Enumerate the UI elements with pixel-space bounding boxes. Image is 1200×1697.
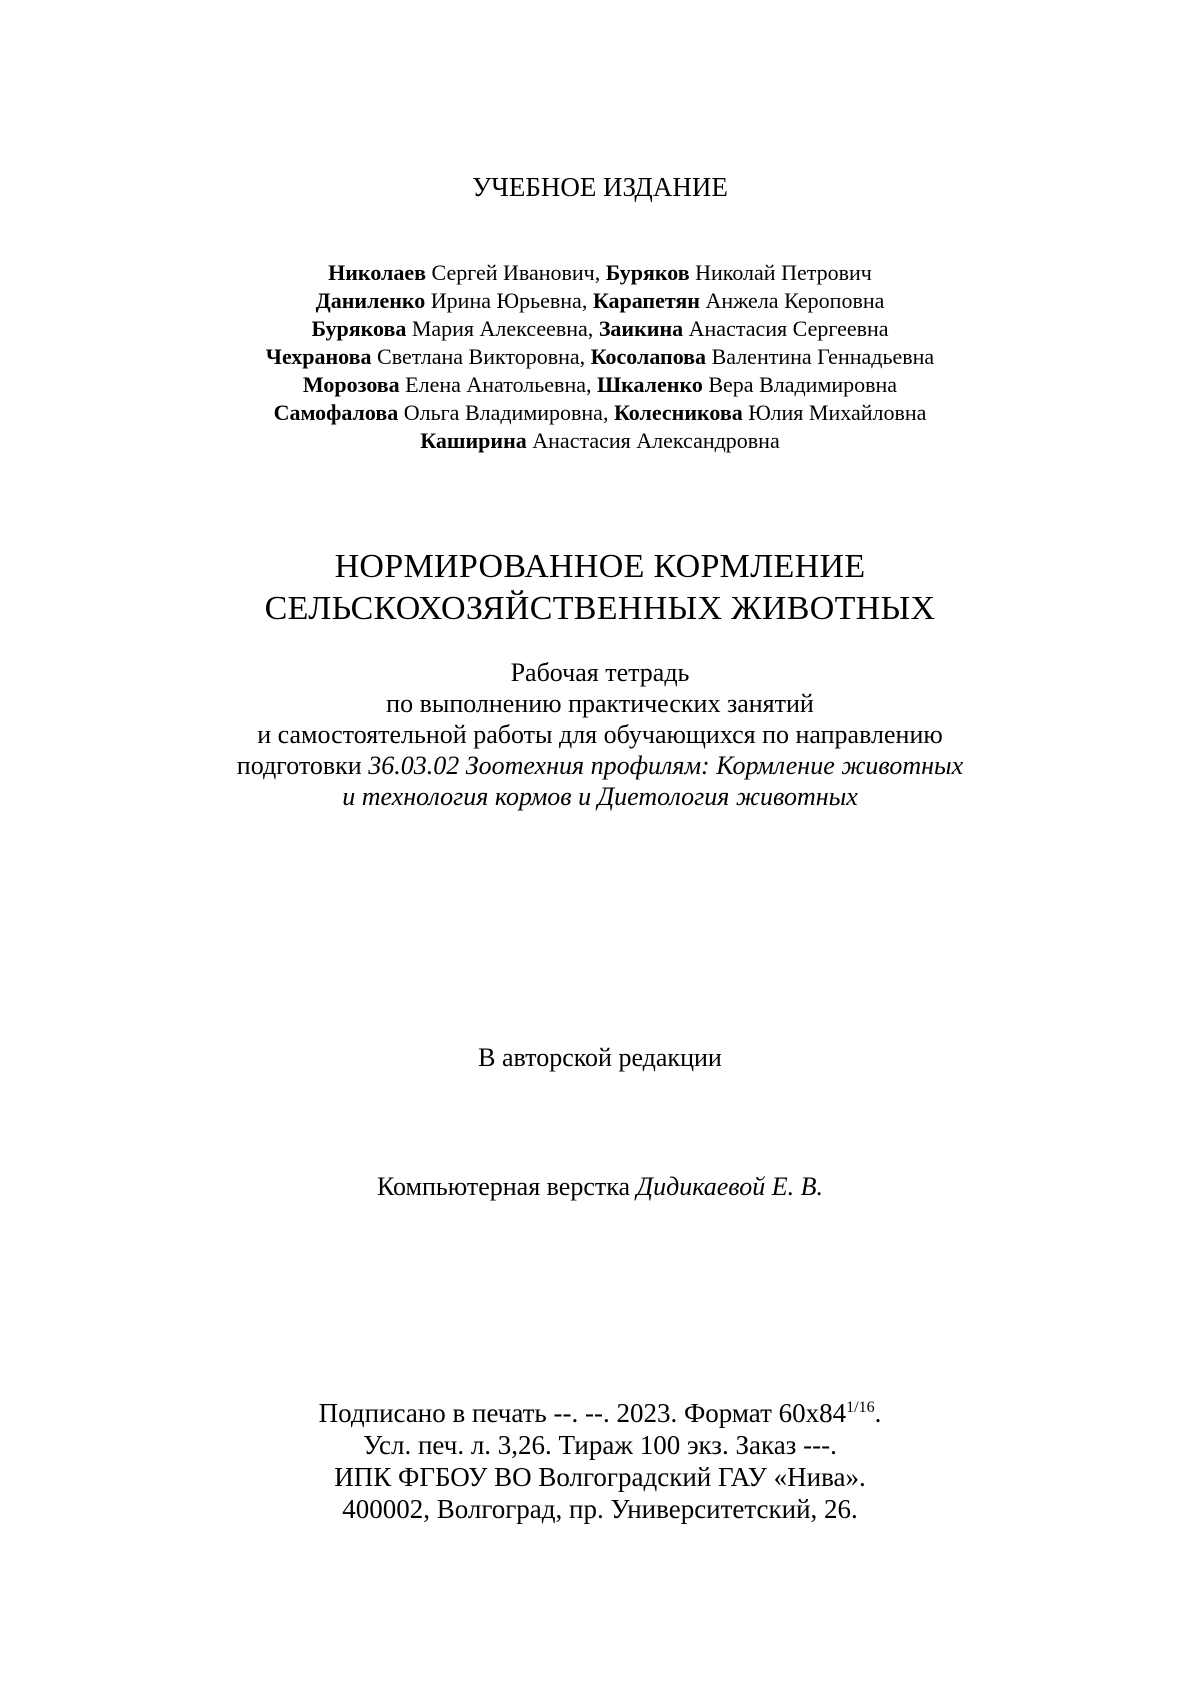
- imprint-line: [0, 1397, 1200, 1429]
- imprint-period: .: [874, 1398, 882, 1428]
- authors-line: [0, 287, 1200, 315]
- imprint-line: Усл. печ. л. 3,26. Тираж 100 экз. Заказ ---.: [363, 1430, 837, 1460]
- author-surname: Заикина: [598, 316, 684, 341]
- author-name: Анастасия Александровна: [526, 428, 780, 453]
- author-surname: Даниленко: [315, 288, 426, 313]
- author-surname: Морозова: [302, 372, 400, 397]
- author-name: Ольга Владимировна,: [398, 400, 614, 425]
- title-line: СЕЛЬСКОХОЗЯЙСТВЕННЫХ ЖИВОТНЫХ: [264, 590, 936, 627]
- author-surname: Карапетян: [592, 288, 700, 313]
- subtitle-line: Рабочая тетрадь: [510, 658, 690, 687]
- author-surname: Каширина: [420, 428, 527, 453]
- author-surname: Самофалова: [273, 400, 399, 425]
- author-surname: Николаев: [328, 260, 427, 285]
- format-fraction: 1/16: [846, 1399, 875, 1416]
- author-name: Анжела Кероповна: [699, 288, 885, 313]
- layout-credit-prefix: Компьютерная верстка: [377, 1172, 637, 1201]
- author-name: Елена Анатольевна,: [399, 372, 597, 397]
- specialty-text: и технология кормов и Диетология животных: [342, 782, 858, 811]
- layout-credit-name: Дидикаевой Е. В.: [636, 1172, 823, 1201]
- author-name: Светлана Викторовна,: [371, 344, 591, 369]
- author-name: Николай Петрович: [689, 260, 872, 285]
- layout-credit: [0, 1171, 1200, 1203]
- imprint: [0, 1397, 1200, 1525]
- author-name: Валентина Геннадьевна: [706, 344, 935, 369]
- subtitle-prefix: подготовки: [236, 751, 369, 780]
- author-name: Юлия Михайловна: [742, 400, 927, 425]
- specialty-text: 36.03.02 Зоотехния профилям: Кормление животных: [368, 751, 964, 780]
- imprint-print-info: Подписано в печать --. --. 2023. Формат 60x84: [318, 1398, 847, 1428]
- authors-line: [0, 427, 1200, 455]
- author-name: Вера Владимировна: [702, 372, 898, 397]
- author-surname: Колесникова: [613, 400, 743, 425]
- author-name: Сергей Иванович,: [426, 260, 606, 285]
- author-surname: Чехранова: [265, 344, 372, 369]
- author-surname: Шкаленко: [596, 372, 703, 397]
- authors-line: [0, 399, 1200, 427]
- authors-line: [0, 371, 1200, 399]
- book-title: [0, 546, 1200, 630]
- title-line: НОРМИРОВАННОЕ КОРМЛЕНИЕ: [334, 548, 866, 585]
- author-name: Анастасия Сергеевна: [683, 316, 889, 341]
- author-surname: Буряков: [605, 260, 690, 285]
- subtitle-line: по выполнению практических занятий: [386, 689, 814, 718]
- authors-list: [0, 259, 1200, 455]
- editorial-note: В авторской редакции: [478, 1043, 722, 1072]
- author-surname: Бурякова: [311, 316, 407, 341]
- edition-label: УЧЕБНОЕ ИЗДАНИЕ: [472, 172, 728, 202]
- imprint-line: 400002, Волгоград, пр. Университетский, 26.: [342, 1494, 858, 1524]
- book-subtitle: [0, 657, 1200, 812]
- author-name: Ирина Юрьевна,: [425, 288, 593, 313]
- author-surname: Косолапова: [590, 344, 707, 369]
- subtitle-line: [0, 781, 1200, 812]
- subtitle-line: [0, 750, 1200, 781]
- authors-line: [0, 259, 1200, 287]
- imprint-line: ИПК ФГБОУ ВО Волгоградский ГАУ «Нива».: [334, 1462, 866, 1492]
- authors-line: [0, 315, 1200, 343]
- subtitle-line: и самостоятельной работы для обучающихся по направлению: [257, 720, 943, 749]
- author-name: Мария Алексеевна,: [406, 316, 599, 341]
- authors-line: [0, 343, 1200, 371]
